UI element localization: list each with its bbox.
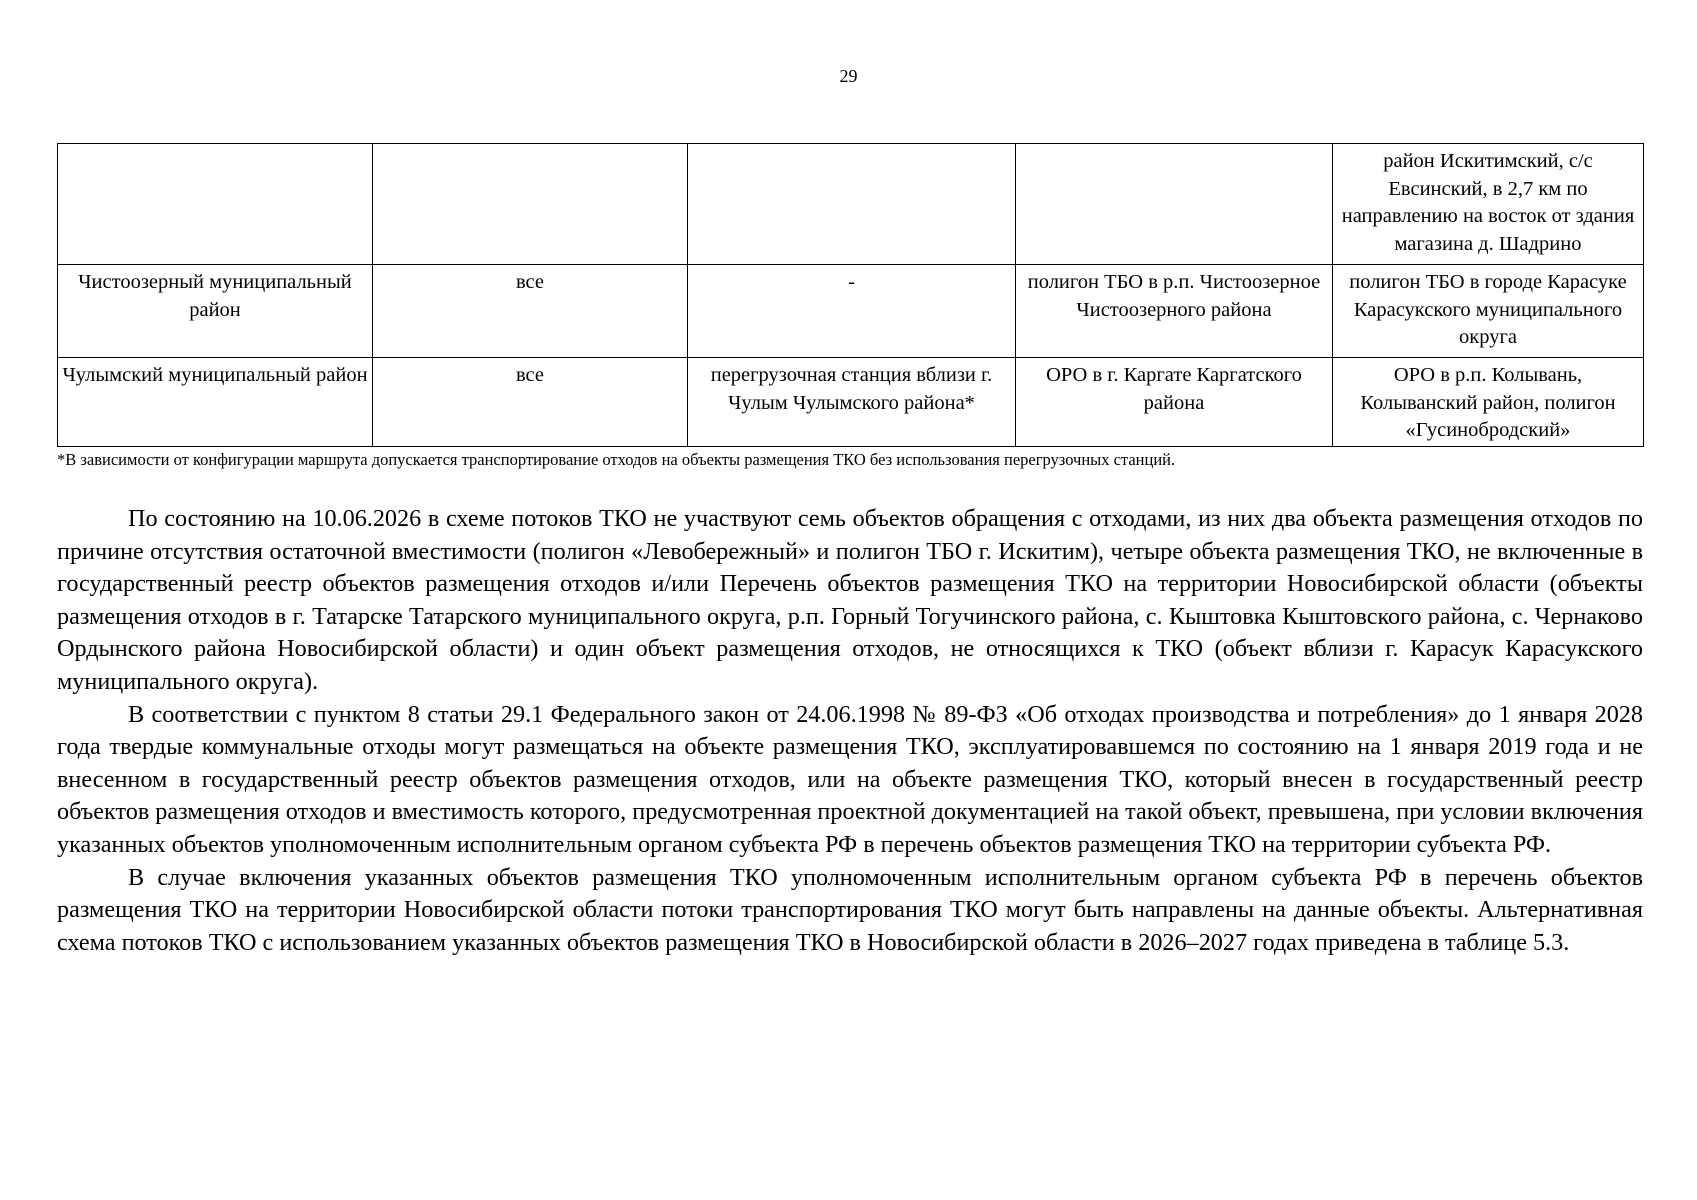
table-cell: Чулымский муниципальный район (58, 358, 373, 447)
body-text (57, 503, 1643, 959)
table-cell (1016, 144, 1333, 265)
table-row (58, 144, 1644, 265)
table-cell: район Искитимский, с/с Евсинский, в 2,7 км по направлению на восток от здания магазина д. Шадрино (1333, 144, 1644, 265)
table-cell: ОРО в г. Каргате Каргатского района (1016, 358, 1333, 447)
page-number: 29 (839, 66, 858, 86)
table-row (58, 358, 1644, 447)
table-cell (688, 144, 1016, 265)
paragraph: По состоянию на 10.06.2026 в схеме потоков ТКО не участвуют семь объектов обращения с отходами, из них два объекта размещения отходов по причине отсутствия остаточной вместимости (полигон «Левобережный» и полигон ТБО г. Искитим), четыре объекта размещения ТКО, не включенные в государственный реестр объектов размещения отходов и/или Перечень объектов размещения ТКО на территории Новосибирской области (объекты размещения отходов в г. Татарске Татарского муниципального округа, р.п. Горный Тогучинского района, с. Кыштовка Кыштовского района, с. Чернаково Ордынского района Новосибирской области) и один объект размещения отходов, не относящихся к ТКО (объект вблизи г. Карасук Карасукского муниципального округа). (57, 505, 1643, 695)
paragraph: В соответствии с пунктом 8 статьи 29.1 Федерального закон от 24.06.1998 № 89-ФЗ «Об отходах производства и потребления» до 1 января 2028 года твердые коммунальные отходы могут размещаться на объекте размещения ТКО, эксплуатировавшемся по состоянию на 1 января 2019 года и не внесенном в государственный реестр объектов размещения отходов, или на объекте размещения ТКО, который внесен в государственный реестр объектов размещения отходов и вместимость которого, предусмотренная проектной документацией на такой объект, превышена, при условии включения указанных объектов уполномоченным исполнительным органом субъекта РФ в перечень объектов размещения ТКО на территории субъекта РФ. (57, 700, 1643, 858)
table-cell: ОРО в р.п. Колывань, Колыванский район, полигон «Гусинобродский» (1333, 358, 1644, 447)
table-cell: полигон ТБО в городе Карасуке Карасукского муниципального округа (1333, 265, 1644, 358)
table-cell: Чистоозерный муниципальный район (58, 265, 373, 358)
table-cell: все (373, 358, 688, 447)
table-cell: все (373, 265, 688, 358)
paragraph: В случае включения указанных объектов размещения ТКО уполномоченным исполнительным органом субъекта РФ в перечень объектов размещения ТКО на территории Новосибирской области потоки транспортирования ТКО могут быть направлены на данные объекты. Альтернативная схема потоков ТКО с использованием указанных объектов размещения ТКО в Новосибирской области в 2026–2027 годах приведена в таблице 5.3. (57, 863, 1643, 956)
table-footnote: *В зависимости от конфигурации маршрута допускается транспортирование отходов на объекты размещения ТКО без использования перегрузочных станций. (57, 450, 1176, 469)
table-cell (373, 144, 688, 265)
table-container (57, 143, 1643, 470)
waste-flow-table (57, 143, 1644, 447)
table-cell: перегрузочная станция вблизи г. Чулым Чулымского района* (688, 358, 1016, 447)
table-cell (58, 144, 373, 265)
table-cell: полигон ТБО в р.п. Чистоозерное Чистоозерного района (1016, 265, 1333, 358)
table-cell: - (688, 265, 1016, 358)
table-row (58, 265, 1644, 358)
